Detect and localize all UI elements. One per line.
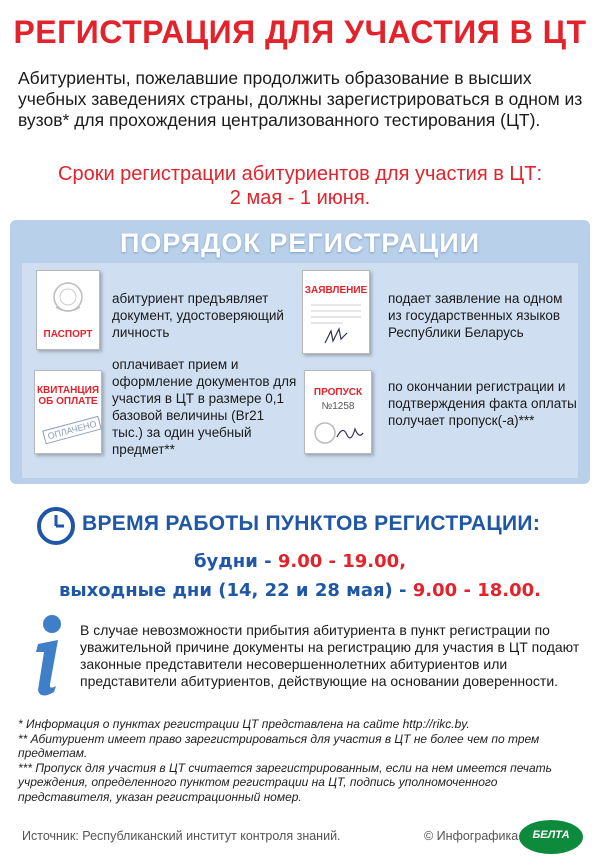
page-title: РЕГИСТРАЦИЯ ДЛЯ УЧАСТИЯ В ЦТ — [13, 14, 587, 50]
belta-logo — [519, 820, 583, 854]
info-text: В случае невозможности прибытия абитуриента в пункт регистрации по уважительной причине документы на регистрацию для участия в ЦТ подают законные представители несовершеннолетних абитуриентов или представители абитуриентов, действующие на основании доверенности. — [80, 622, 580, 689]
application-label: ЗАЯВЛЕНИЕ — [304, 285, 368, 296]
step-1-text: абитуриент предъявляет документ, удостоверяющий личность — [112, 291, 284, 340]
receipt-icon — [34, 370, 102, 454]
copyright-text: © Инфографика — [424, 829, 519, 843]
pass-number: №1258 — [321, 401, 355, 412]
footnote-1: * Информация о пунктах регистрации ЦТ представлена на сайте http://rikc.by. — [18, 717, 470, 731]
passport-icon — [36, 270, 100, 350]
weekend-hours — [0, 580, 600, 601]
receipt-label: КВИТАНЦИЯ ОБ ОПЛАТЕ — [36, 385, 100, 407]
source-text: Источник: Республиканский институт контроля знаний. — [22, 829, 341, 843]
lines-icon — [303, 295, 369, 355]
info-icon — [24, 614, 68, 698]
belta-logo-text: БЕЛТА — [532, 829, 570, 841]
pass-icon — [304, 370, 372, 454]
procedure-title: ПОРЯДОК РЕГИСТРАЦИИ — [119, 228, 481, 258]
seal-icon — [305, 413, 371, 453]
hours-title: ВРЕМЯ РАБОТЫ ПУНКТОВ РЕГИСТРАЦИИ: — [82, 512, 541, 535]
passport-label: ПАСПОРТ — [43, 329, 93, 340]
footnote-3: *** Пропуск для участия в ЦТ считается зарегистрированным, если на нем имеется печать учреждения, определенного пунктом регистрации на ЦТ, подпись уполномоченного представителя, указан регистрационный номер. — [18, 760, 552, 804]
application-icon — [302, 270, 370, 354]
weekday-time: 9.00 - 19.00, — [277, 551, 407, 572]
intro-text: Абитуриенты, пожелавшие продолжить образование в высших учебных заведениях страны, должны зарегистрироваться в одном из вузов* для прохождения централизованного тестирования (ЦТ). — [18, 68, 583, 130]
footnotes — [18, 717, 578, 804]
deadline-line1: Сроки регистрации абитуриентов для участия в ЦТ: — [58, 163, 542, 185]
weekday-label: будни - — [193, 551, 278, 572]
deadline-block — [0, 162, 600, 210]
emblem-icon — [37, 275, 99, 325]
footnote-2: ** Абитуриент имеет право зарегистрироваться для участия в ЦТ не более чем по трем предметам. — [18, 731, 540, 760]
paid-stamp: ОПЛАЧЕНО — [42, 416, 102, 445]
step-3-text: оплачивает прием и оформление документов для участия в ЦТ в размере 0,1 базовой величины (Br21 тыс.) за один учебный предмет** — [112, 357, 297, 457]
weekend-label: выходные дни (14, 22 и 28 мая) - — [59, 580, 413, 601]
weekday-hours — [0, 551, 600, 572]
weekend-time: 9.00 - 18.00. — [412, 580, 541, 601]
step-2-text: подает заявление на одном из государственных языков Республики Беларусь — [388, 291, 563, 340]
step-4-text: по окончании регистрации и подтверждения факта оплаты получает пропуск(-а)*** — [388, 379, 577, 428]
pass-label: ПРОПУСК — [313, 387, 363, 398]
deadline-line2: 2 мая - 1 июня. — [229, 187, 371, 209]
clock-icon — [36, 506, 76, 546]
